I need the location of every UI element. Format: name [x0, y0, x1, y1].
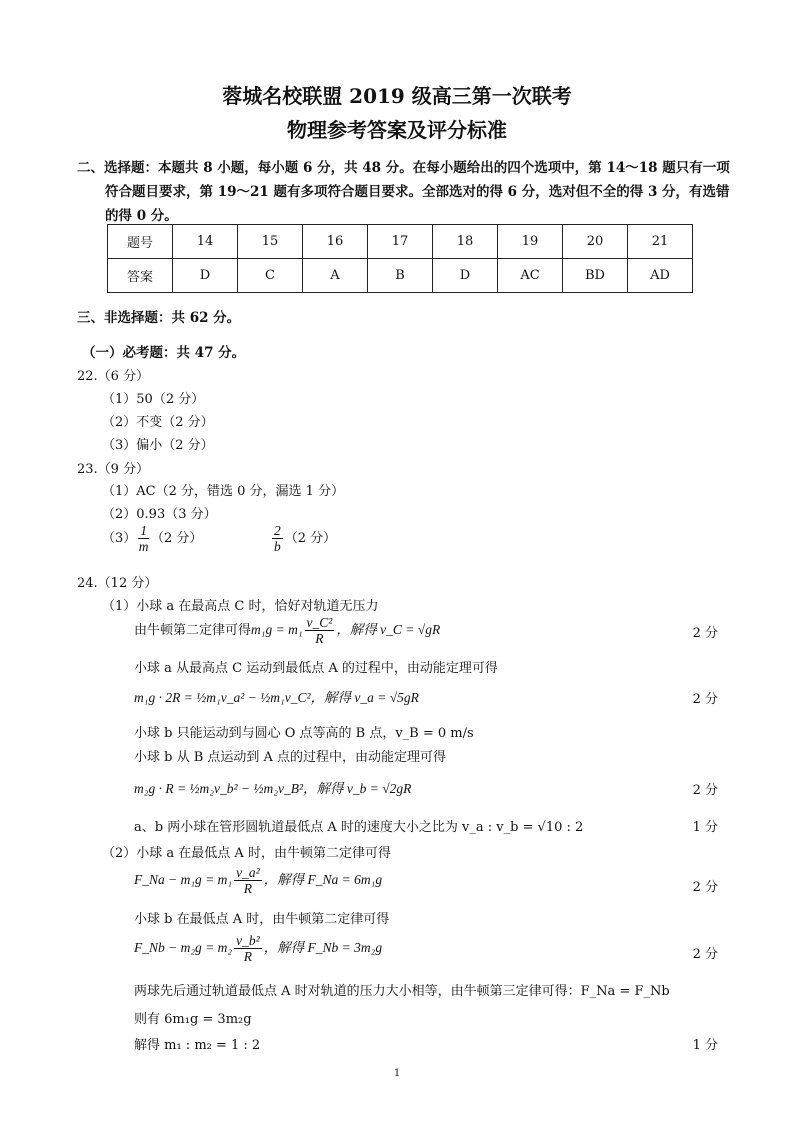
q23-answer-2: （2）0.93（3 分） [102, 507, 217, 522]
eq-text: 由牛顿第二定律可得 [134, 623, 252, 638]
section2-line2: 符合题目要求，第 19～21 题有多项符合题目要求。全部选对的得 6 分，选对但不全的得 3 分，有选错 [105, 184, 730, 200]
table-cell: 20 [563, 225, 628, 259]
table-cell: BD [563, 259, 628, 293]
q24-line-9: 小球 b 在最低点 A 时，由牛顿第二定律可得 [134, 912, 390, 927]
fraction [305, 615, 335, 646]
q24-heading: 24.（12 分） [77, 576, 158, 591]
fraction-denominator: R [243, 881, 252, 896]
eq-rhs: ，解得 F_Nb = 3m₂g [263, 940, 383, 955]
score-mark: 2 分 [692, 880, 718, 895]
score-note: （2 分） [284, 531, 337, 546]
q23-heading: 23.（9 分） [77, 462, 150, 477]
table-cell: 17 [368, 225, 433, 259]
table-cell: D [433, 259, 498, 293]
score-note: （2 分） [151, 531, 203, 546]
fraction [272, 523, 283, 554]
eq-lhs: F_Nb − m₂g = m₂ [134, 940, 233, 955]
table-cell: 16 [303, 225, 368, 259]
table-cell: D [173, 259, 238, 293]
fraction [234, 865, 262, 896]
fraction-numerator: v_a² [236, 865, 260, 880]
q24-line-11: 两球先后通过轨道最低点 A 时对轨道的压力大小相等，由牛顿第三定律可得：F_Na = F_Nb [134, 984, 670, 999]
score-mark: 2 分 [692, 692, 718, 707]
q24-line-2: 小球 a 从最高点 C 运动到最低点 A 的过程中，由动能定理可得 [134, 661, 498, 676]
table-cell: 18 [433, 225, 498, 259]
q22-answer-3: （3）偏小（2 分） [102, 438, 214, 453]
page-number: 1 [393, 1068, 401, 1079]
table-cell: 19 [498, 225, 563, 259]
q24-line-4: 小球 b 只能运动到与圆心 O 点等高的 B 点，v_B = 0 m/s [134, 726, 474, 741]
q22-heading: 22.（6 分） [77, 369, 150, 384]
table-cell: 14 [173, 225, 238, 259]
fraction-numerator: 2 [274, 523, 281, 538]
q24-eq-1 [134, 613, 440, 648]
section3a-heading: （一）必考题：共 47 分。 [82, 345, 246, 361]
q23-answer-3 [102, 523, 202, 555]
table-cell: A [303, 259, 368, 293]
q24-part1: （1）小球 a 在最高点 C 时，恰好对轨道无压力 [102, 599, 379, 614]
document-title: 蓉城名校联盟 2019 级高三第一次联考 [222, 84, 572, 108]
fraction-denominator: b [274, 539, 281, 554]
score-mark: 2 分 [692, 626, 718, 641]
eq-lhs: F_Na − m₁g = m₁ [134, 872, 233, 887]
q24-line-7: a、b 两小球在管形圆轨道最低点 A 时的速度大小之比为 v_a : v_b = √10 : 2 [134, 820, 584, 835]
table-cell: 15 [238, 225, 303, 259]
fraction-denominator: R [315, 631, 324, 646]
q24-eq-3: m₁g · 2R = ½m₁v_a² − ½m₁v_C²，解得 v_a = √5gR [134, 690, 419, 705]
eq-rhs: ，解得 v_C = √gR [336, 622, 441, 637]
score-mark: 1 分 [692, 1038, 718, 1053]
eq-rhs: ，解得 F_Na = 6m₁g [263, 872, 383, 887]
table-cell: 21 [628, 225, 693, 259]
section3-heading: 三、非选择题：共 62 分。 [77, 310, 241, 326]
table-row [108, 259, 693, 293]
section2-line3: 的得 0 分。 [105, 208, 178, 224]
score-mark: 2 分 [692, 947, 718, 962]
q22-answer-1: （1）50（2 分） [102, 392, 205, 407]
answer-table [107, 224, 693, 293]
q24-part2: （2）小球 a 在最低点 A 时，由牛顿第二定律可得 [102, 846, 391, 861]
fraction-numerator: 1 [140, 523, 148, 538]
section2-line1: 二、选择题：本题共 8 小题，每小题 6 分，共 48 分。在每小题给出的四个选项中，第 14～18 题只有一项 [77, 160, 730, 176]
fraction [138, 523, 149, 554]
q24-line-5: 小球 b 从 B 点运动到 A 点的过程中，由动能定理可得 [134, 750, 447, 765]
table-cell: C [238, 259, 303, 293]
score-mark: 2 分 [692, 783, 718, 798]
document-subtitle: 物理参考答案及评分标准 [287, 118, 507, 142]
q24-eq-8 [134, 861, 382, 900]
q23-answer-3-label: （3） [102, 531, 137, 546]
fraction-denominator: m [138, 539, 149, 554]
eq-lhs: m₁g = m₁ [251, 622, 303, 637]
q24-line-13: 解得 m₁ : m₂ = 1 : 2 [134, 1038, 261, 1053]
fraction [234, 933, 262, 964]
table-cell: B [368, 259, 433, 293]
fraction-numerator: v_b² [236, 933, 260, 948]
q23-answer-1: （1）AC（2 分，错选 0 分，漏选 1 分） [102, 484, 345, 499]
score-mark: 1 分 [692, 820, 718, 835]
q22-answer-2: （2）不变（2 分） [102, 415, 214, 430]
q23-answer-3b [270, 523, 336, 555]
table-cell: AD [628, 259, 693, 293]
q24-eq-10 [134, 929, 382, 968]
fraction-numerator: v_C² [306, 615, 333, 630]
table-cell: 答案 [108, 259, 173, 293]
q24-line-12: 则有 6m₁g = 3m₂g [134, 1012, 252, 1027]
table-row [108, 225, 693, 259]
fraction-denominator: R [243, 949, 252, 964]
table-cell: AC [498, 259, 563, 293]
table-cell: 题号 [108, 225, 173, 259]
q24-eq-6: m₂g · R = ½m₂v_b² − ½m₂v_B²，解得 v_b = √2gR [134, 781, 412, 796]
